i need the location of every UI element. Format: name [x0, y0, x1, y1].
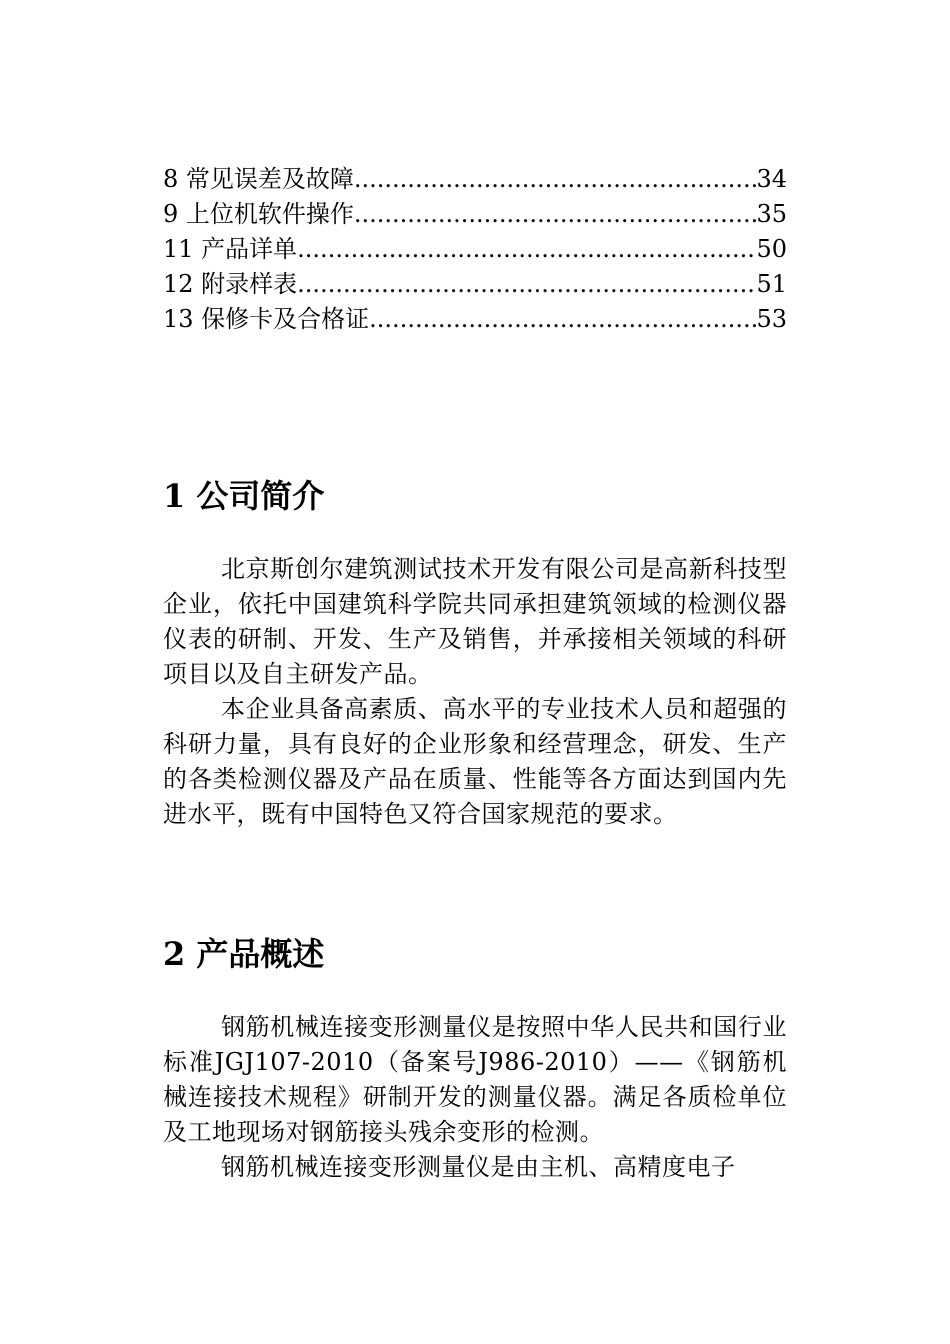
section-product-overview	[163, 934, 787, 1185]
toc-leader-dots	[369, 302, 756, 337]
body-paragraph: 本企业具备高素质、高水平的专业技术人员和超强的科研力量，具有良好的企业形象和经营理念，研发、生产的各类检测仪器及产品在质量、性能等各方面达到国内先进水平，既有中国特色又符合国家规范的要求。	[163, 695, 787, 828]
toc-leader-dots	[354, 162, 757, 197]
section-company-profile	[163, 476, 787, 832]
toc-entry[interactable]	[163, 162, 787, 197]
toc-leader-dots	[297, 232, 756, 267]
toc-entry-page: 53	[756, 305, 787, 333]
toc-leader-dots	[354, 197, 757, 232]
body-paragraph: 北京斯创尔建筑测试技术开发有限公司是高新科技型企业，依托中国建筑科学院共同承担建筑领域的检测仪器仪表的研制、开发、生产及销售，并承接相关领域的科研项目以及自主研发产品。	[163, 555, 787, 688]
toc-entry-page: 34	[756, 165, 787, 193]
toc-leader-dots	[297, 267, 756, 302]
toc-entry-title: 13 保修卡及合格证	[163, 305, 370, 333]
section-heading: 1 公司简介	[163, 477, 325, 515]
toc-entry-title: 11 产品详单	[163, 235, 298, 263]
toc-entry-title: 12 附录样表	[163, 270, 298, 298]
toc-entry-title: 8 常见误差及故障	[163, 165, 354, 193]
toc-entry[interactable]	[163, 197, 787, 232]
toc-entry-title: 9 上位机软件操作	[163, 200, 354, 228]
body-paragraph: 钢筋机械连接变形测量仪是由主机、高精度电子	[221, 1153, 736, 1181]
toc-entry[interactable]	[163, 302, 787, 337]
body-paragraph: 钢筋机械连接变形测量仪是按照中华人民共和国行业标准JGJ107-2010（备案号J986-2010）——《钢筋机械连接技术规程》研制开发的测量仪器。满足各质检单位及工地现场对钢筋接头残余变形的检测。	[163, 1013, 787, 1146]
toc-entry-page: 50	[756, 235, 787, 263]
table-of-contents	[163, 162, 787, 337]
section-heading: 2 产品概述	[163, 935, 325, 973]
toc-entry[interactable]	[163, 267, 787, 302]
toc-entry[interactable]	[163, 232, 787, 267]
toc-entry-page: 51	[756, 270, 787, 298]
toc-entry-page: 35	[756, 200, 787, 228]
